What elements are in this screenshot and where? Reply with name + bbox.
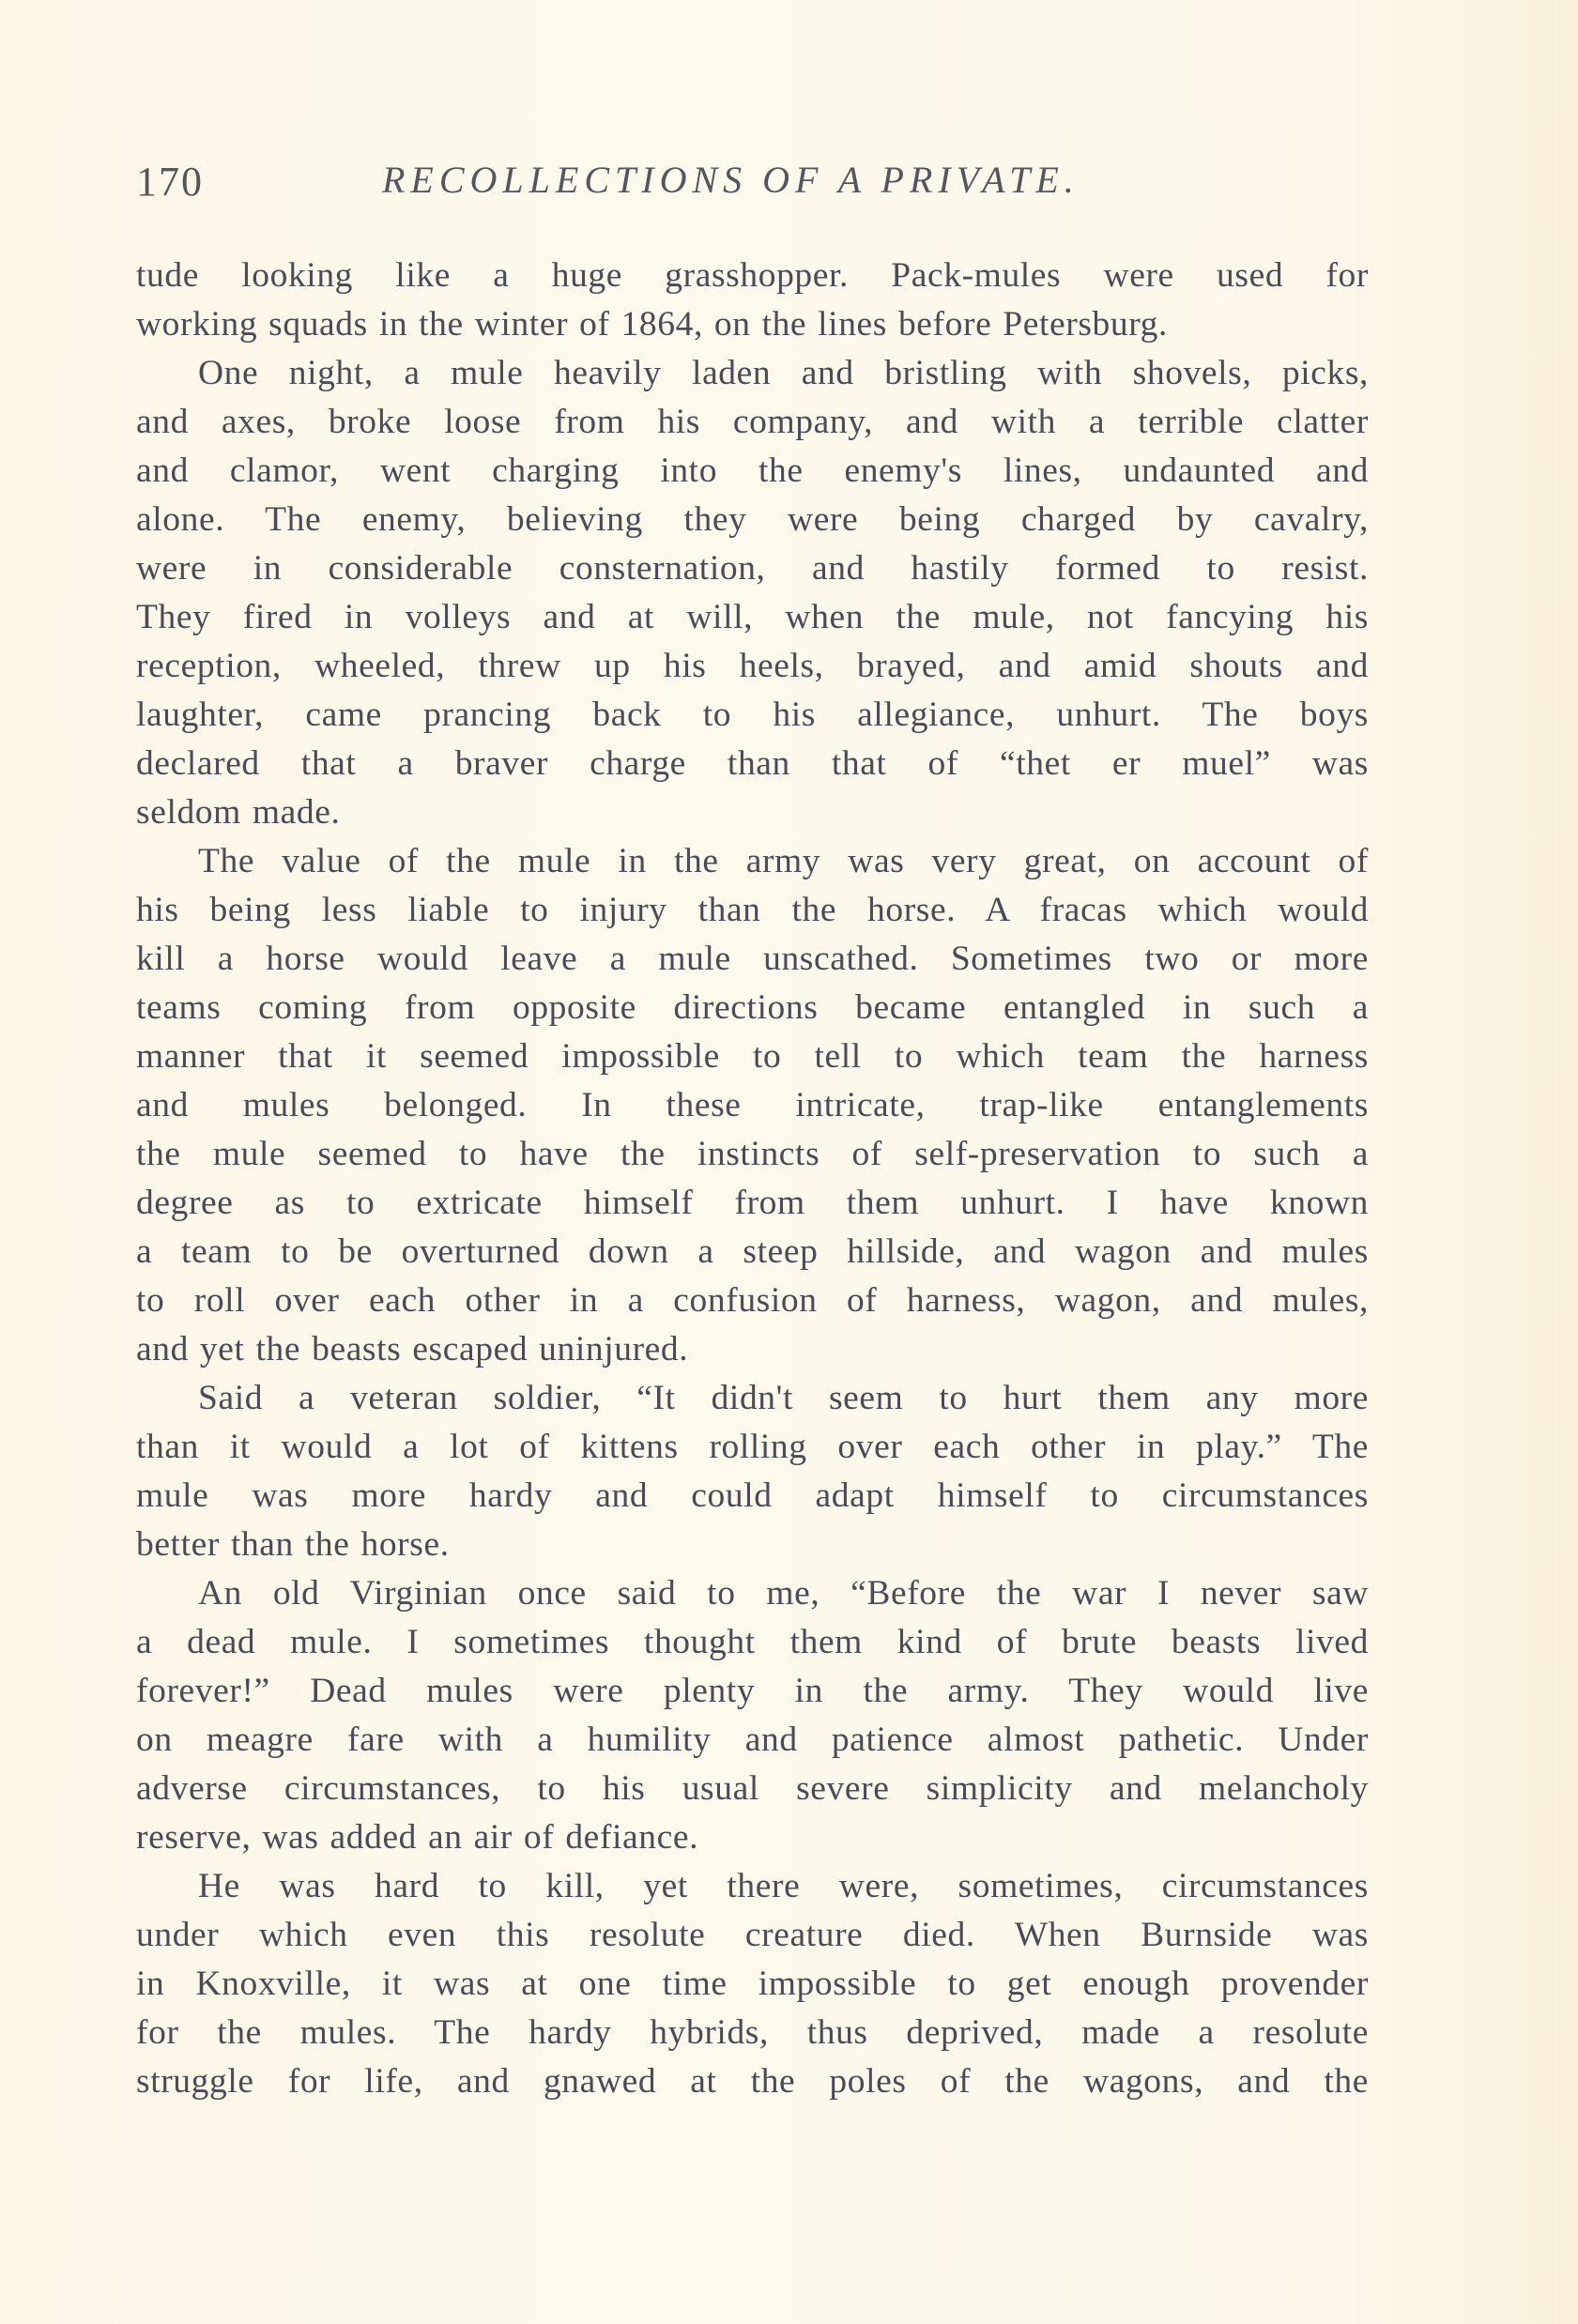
text-line: the mule seemed to have the instincts of self-preservation to such a xyxy=(136,1135,1369,1173)
text-line: He was hard to kill, yet there were, sometimes, circumstances xyxy=(198,1867,1369,1905)
text-line: The value of the mule in the army was very great, on account of xyxy=(198,842,1369,880)
text-line: mule was more hardy and could adapt himself to circumstances xyxy=(136,1476,1369,1515)
text-line: alone. The enemy, believing they were being charged by cavalry, xyxy=(136,500,1369,539)
text-line: a dead mule. I sometimes thought them kind of brute beasts lived xyxy=(136,1623,1369,1661)
text-line: One night, a mule heavily laden and bristling with shovels, picks, xyxy=(198,354,1369,392)
text-line: They fired in volleys and at will, when the mule, not fancying his xyxy=(136,598,1369,636)
running-title: RECOLLECTIONS OF A PRIVATE. xyxy=(382,159,1080,201)
text-line: seldom made. xyxy=(136,793,341,832)
paragraph xyxy=(136,1569,1369,1862)
text-line: An old Virginian once said to me, “Before the war I never saw xyxy=(198,1574,1369,1613)
text-line: adverse circumstances, to his usual severe simplicity and melancholy xyxy=(136,1769,1369,1808)
text-line: for the mules. The hardy hybrids, thus deprived, made a resolute xyxy=(136,2013,1369,2052)
paragraph xyxy=(136,1374,1369,1569)
text-line: working squads in the winter of 1864, on the lines before Petersburg. xyxy=(136,305,1168,344)
text-line: better than the horse. xyxy=(136,1525,450,1564)
text-line: and axes, broke loose from his company, and with a terrible clatter xyxy=(136,403,1369,441)
text-line: his being less liable to injury than the horse. A fracas which would xyxy=(136,891,1369,929)
text-line: reserve, was added an air of defiance. xyxy=(136,1818,699,1857)
paragraph xyxy=(136,349,1369,837)
text-line: struggle for life, and gnawed at the poles of the wagons, and the xyxy=(136,2062,1369,2101)
text-line: and clamor, went charging into the enemy's lines, undaunted and xyxy=(136,451,1369,490)
text-line: and mules belonged. In these intricate, trap-like entanglements xyxy=(136,1086,1369,1124)
text-line: than it would a lot of kittens rolling over each other in play.” The xyxy=(136,1428,1369,1466)
text-line: were in considerable consternation, and hastily formed to resist. xyxy=(136,549,1369,588)
text-line: teams coming from opposite directions became entangled in such a xyxy=(136,988,1369,1027)
body-text xyxy=(136,252,1369,2106)
paragraph xyxy=(136,1862,1369,2106)
text-line: forever!” Dead mules were plenty in the army. They would live xyxy=(136,1672,1369,1710)
text-line: in Knoxville, it was at one time impossible to get enough provender xyxy=(136,1965,1369,2003)
text-line: degree as to extricate himself from them unhurt. I have known xyxy=(136,1184,1369,1222)
paragraph xyxy=(136,252,1369,349)
text-line: tude looking like a huge grasshopper. Pack-mules were used for xyxy=(136,256,1369,295)
text-line: under which even this resolute creature died. When Burnside was xyxy=(136,1916,1369,1954)
text-line: to roll over each other in a confusion of harness, wagon, and mules, xyxy=(136,1281,1369,1320)
text-line: Said a veteran soldier, “It didn't seem to hurt them any more xyxy=(198,1379,1369,1417)
text-line: declared that a braver charge than that of “thet er muel” was xyxy=(136,744,1369,783)
page-number: 170 xyxy=(136,159,204,205)
text-line: kill a horse would leave a mule unscathed. Sometimes two or more xyxy=(136,940,1369,978)
text-line: manner that it seemed impossible to tell to which team the harness xyxy=(136,1037,1369,1076)
text-line: a team to be overturned down a steep hillside, and wagon and mules xyxy=(136,1232,1369,1271)
text-line: reception, wheeled, threw up his heels, brayed, and amid shouts and xyxy=(136,647,1369,685)
running-head xyxy=(136,158,1369,214)
text-line: on meagre fare with a humility and patience almost pathetic. Under xyxy=(136,1720,1369,1759)
text-line: laughter, came prancing back to his allegiance, unhurt. The boys xyxy=(136,696,1369,734)
paragraph xyxy=(136,837,1369,1374)
text-line: and yet the beasts escaped uninjured. xyxy=(136,1330,689,1368)
